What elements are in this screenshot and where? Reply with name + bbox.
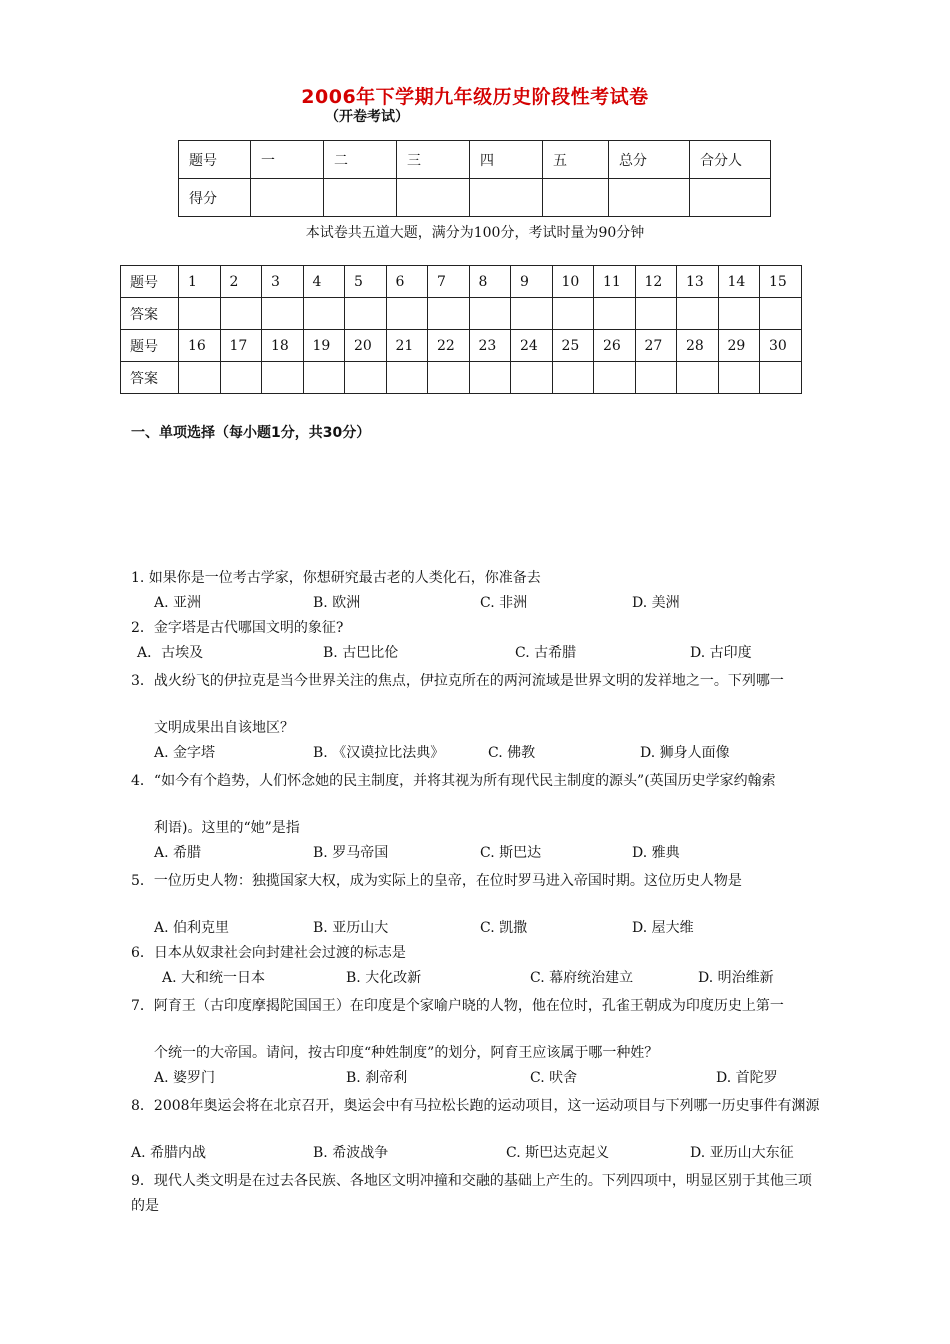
row-label: 题号 bbox=[121, 330, 179, 362]
answer-cell bbox=[303, 362, 345, 394]
answer-row bbox=[121, 362, 802, 394]
answer-cell bbox=[345, 362, 387, 394]
answer-cell bbox=[428, 362, 470, 394]
question-number: 3 bbox=[262, 266, 304, 298]
answer-cell bbox=[220, 362, 262, 394]
answer-cell bbox=[303, 298, 345, 330]
option: D. 雅典 bbox=[632, 845, 680, 861]
question-number: 19 bbox=[303, 330, 345, 362]
answer-cell bbox=[635, 298, 677, 330]
question-text: 1. 如果你是一位考古学家，你想研究最古老的人类化石，你准备去 bbox=[131, 570, 541, 586]
question-number: 25 bbox=[552, 330, 594, 362]
score-header-cell: 题号 bbox=[179, 141, 251, 179]
question-number: 24 bbox=[511, 330, 553, 362]
question-text: 3．战火纷飞的伊拉克是当今世界关注的焦点，伊拉克所在的两河流域是世界文明的发祥地之一。下列哪一 bbox=[131, 673, 784, 689]
answer-cell bbox=[262, 298, 304, 330]
score-cell bbox=[470, 179, 543, 217]
answer-cell bbox=[428, 298, 470, 330]
row-label: 答案 bbox=[121, 362, 179, 394]
option: B. 《汉谟拉比法典》 bbox=[313, 745, 445, 761]
answer-cell bbox=[677, 362, 719, 394]
option: C. 凯撒 bbox=[480, 920, 528, 936]
question-text: 4．“如今有个趋势，人们怀念她的民主制度，并将其视为所有现代民主制度的源头”(英国历史学家约翰索 bbox=[131, 773, 776, 789]
question-text: 5．一位历史人物：独揽国家大权，成为实际上的皇帝，在位时罗马进入帝国时期。这位历史人物是 bbox=[131, 873, 742, 889]
option: A．古埃及 bbox=[137, 645, 204, 661]
answer-cell bbox=[469, 298, 511, 330]
option: B. 亚历山大 bbox=[313, 920, 389, 936]
answer-cell bbox=[345, 298, 387, 330]
option: C. 斯巴达 bbox=[480, 845, 542, 861]
option: B. 希波战争 bbox=[313, 1145, 389, 1161]
option: C. 非洲 bbox=[480, 595, 528, 611]
answer-cell bbox=[511, 362, 553, 394]
answer-cell bbox=[179, 298, 221, 330]
score-header-cell: 三 bbox=[397, 141, 470, 179]
answer-row bbox=[121, 298, 802, 330]
answer-cell bbox=[635, 362, 677, 394]
answer-cell bbox=[677, 298, 719, 330]
score-row-label: 得分 bbox=[179, 179, 251, 217]
question-number: 9 bbox=[511, 266, 553, 298]
question-text: 2．金字塔是古代哪国文明的象征? bbox=[131, 620, 344, 636]
question-number: 20 bbox=[345, 330, 387, 362]
option: B. 大化改新 bbox=[346, 970, 422, 986]
answer-cell bbox=[469, 362, 511, 394]
option: C. 斯巴达克起义 bbox=[506, 1145, 610, 1161]
question-number: 12 bbox=[635, 266, 677, 298]
option: B. 刹帝利 bbox=[346, 1070, 408, 1086]
question-text: 文明成果出自该地区？ bbox=[154, 720, 294, 736]
question-number: 15 bbox=[760, 266, 802, 298]
score-header-cell: 合分人 bbox=[690, 141, 771, 179]
question-number: 30 bbox=[760, 330, 802, 362]
question-number: 5 bbox=[345, 266, 387, 298]
answer-cell bbox=[179, 362, 221, 394]
question-number: 23 bbox=[469, 330, 511, 362]
question-number: 22 bbox=[428, 330, 470, 362]
score-header-cell: 二 bbox=[324, 141, 397, 179]
option: B. 古巴比伦 bbox=[323, 645, 399, 661]
question-number: 10 bbox=[552, 266, 594, 298]
option: C. 幕府统治建立 bbox=[530, 970, 634, 986]
number-row bbox=[121, 266, 802, 298]
score-header-row bbox=[179, 141, 771, 179]
question-number: 26 bbox=[594, 330, 636, 362]
score-header-cell: 总分 bbox=[609, 141, 690, 179]
option: D. 首陀罗 bbox=[716, 1070, 778, 1086]
score-header-cell: 五 bbox=[543, 141, 609, 179]
score-header-cell: 一 bbox=[251, 141, 324, 179]
number-row bbox=[121, 330, 802, 362]
answer-cell bbox=[594, 298, 636, 330]
score-cell bbox=[251, 179, 324, 217]
question-number: 7 bbox=[428, 266, 470, 298]
option: B. 欧洲 bbox=[313, 595, 361, 611]
option: A. 希腊内战 bbox=[131, 1145, 207, 1161]
question-number: 6 bbox=[386, 266, 428, 298]
question-text: 9．现代人类文明是在过去各民族、各地区文明冲撞和交融的基础上产生的。下列四项中，明显区别于其他三项的是 bbox=[131, 1173, 812, 1214]
answer-cell bbox=[386, 298, 428, 330]
score-cell bbox=[543, 179, 609, 217]
option: D. 狮身人面像 bbox=[640, 745, 730, 761]
option: A. 希腊 bbox=[154, 845, 202, 861]
question-number: 17 bbox=[220, 330, 262, 362]
question-text: 个统一的大帝国。请问，按古印度“种姓制度”的划分，阿育王应该属于哪一种姓？ bbox=[154, 1045, 659, 1061]
question-text: 7．阿育王（古印度摩揭陀国国王）在印度是个家喻户晓的人物，他在位时，孔雀王朝成为印度历史上第一 bbox=[131, 998, 784, 1014]
answer-cell bbox=[262, 362, 304, 394]
question-number: 18 bbox=[262, 330, 304, 362]
question-number: 4 bbox=[303, 266, 345, 298]
exam-subtitle: （开卷考试） bbox=[325, 109, 409, 125]
answer-cell bbox=[220, 298, 262, 330]
option: C. 吠舍 bbox=[530, 1070, 578, 1086]
question-number: 14 bbox=[718, 266, 760, 298]
option: D. 屋大维 bbox=[632, 920, 694, 936]
option: D. 古印度 bbox=[690, 645, 752, 661]
question-number: 27 bbox=[635, 330, 677, 362]
question-number: 16 bbox=[179, 330, 221, 362]
option: C. 佛教 bbox=[488, 745, 536, 761]
option: A. 亚洲 bbox=[154, 595, 202, 611]
answer-cell bbox=[511, 298, 553, 330]
option: A. 大和统一日本 bbox=[162, 970, 266, 986]
option: C. 古希腊 bbox=[515, 645, 577, 661]
question-number: 29 bbox=[718, 330, 760, 362]
answer-cell bbox=[718, 298, 760, 330]
option: D. 明治维新 bbox=[698, 970, 774, 986]
question-number: 13 bbox=[677, 266, 719, 298]
score-row bbox=[179, 179, 771, 217]
score-table bbox=[178, 140, 771, 217]
score-header-cell: 四 bbox=[470, 141, 543, 179]
exam-title: 2006年下学期九年级历史阶段性考试卷 bbox=[301, 86, 649, 108]
answer-cell bbox=[718, 362, 760, 394]
option: A. 婆罗门 bbox=[154, 1070, 216, 1086]
question-text: 8．2008年奥运会将在北京召开，奥运会中有马拉松长跑的运动项目，这一运动项目与下列哪一历史事件有渊源 bbox=[131, 1098, 820, 1114]
question-number: 8 bbox=[469, 266, 511, 298]
answer-table bbox=[120, 265, 802, 394]
question-text: 利语)。这里的“她”是指 bbox=[154, 820, 300, 836]
score-cell bbox=[324, 179, 397, 217]
question-number: 21 bbox=[386, 330, 428, 362]
answer-cell bbox=[594, 362, 636, 394]
score-cell bbox=[690, 179, 771, 217]
answer-cell bbox=[386, 362, 428, 394]
option: A. 伯利克里 bbox=[154, 920, 230, 936]
score-cell bbox=[397, 179, 470, 217]
option: D. 美洲 bbox=[632, 595, 680, 611]
answer-cell bbox=[760, 362, 802, 394]
question-number: 2 bbox=[220, 266, 262, 298]
option: D. 亚历山大东征 bbox=[690, 1145, 794, 1161]
question-text: 6．日本从奴隶社会向封建社会过渡的标志是 bbox=[131, 945, 406, 961]
option: B. 罗马帝国 bbox=[313, 845, 389, 861]
score-cell bbox=[609, 179, 690, 217]
answer-cell bbox=[760, 298, 802, 330]
option: A. 金字塔 bbox=[154, 745, 216, 761]
question-number: 28 bbox=[677, 330, 719, 362]
row-label: 答案 bbox=[121, 298, 179, 330]
question-number: 11 bbox=[594, 266, 636, 298]
section-heading: 一、单项选择（每小题1分，共30分） bbox=[131, 425, 371, 441]
question-number: 1 bbox=[179, 266, 221, 298]
row-label: 题号 bbox=[121, 266, 179, 298]
answer-cell bbox=[552, 362, 594, 394]
answer-cell bbox=[552, 298, 594, 330]
exam-note: 本试卷共五道大题，满分为100分，考试时量为90分钟 bbox=[305, 225, 645, 241]
